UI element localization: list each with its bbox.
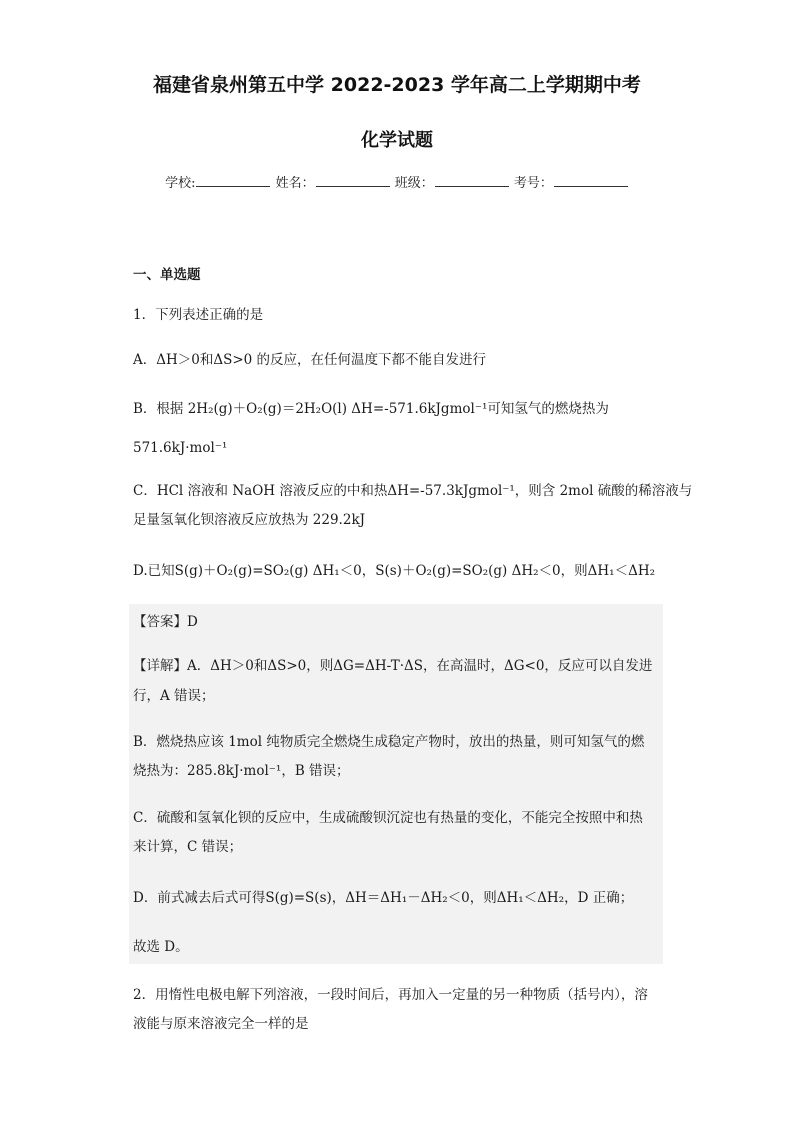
- detail-a-line1: 【详解】A．ΔH＞0和ΔS>0，则ΔG=ΔH-T·ΔS，在高温时，ΔG<0，反应可以自发进: [133, 658, 653, 674]
- detail-a-line2: 行，A 错误；: [133, 688, 215, 704]
- detail-c-line1: C．硫酸和氢氧化钡的反应中，生成硫酸钡沉淀也有热量的变化，不能完全按照中和热: [133, 810, 643, 826]
- q2-stem-line2: 液能与原来溶液完全一样的是: [133, 1016, 309, 1032]
- section-heading: 一、单选题: [133, 267, 201, 283]
- exam-number-blank: [554, 174, 628, 187]
- school-label: 学校:: [165, 176, 196, 191]
- q1-stem: 1．下列表述正确的是: [133, 307, 264, 323]
- exam-subtitle: 化学试题: [361, 130, 433, 151]
- answer-label: 【答案】D: [133, 614, 198, 630]
- detail-d: D．前式减去后式可得S(g)=S(s)，ΔH＝ΔH₁－ΔH₂＜0，则ΔH₁＜ΔH₂，D 正确；: [133, 890, 634, 906]
- school-blank: [196, 174, 270, 187]
- q1-option-a: A．ΔH＞0和ΔS>0 的反应，在任何温度下都不能自发进行: [133, 352, 487, 368]
- student-info-row: [0, 172, 794, 191]
- q1-option-c-line1: C．HCl 溶液和 NaOH 溶液反应的中和热ΔH=-57.3kJgmol⁻¹，则含 2mol 硫酸的稀溶液与: [133, 483, 693, 499]
- class-blank: [435, 174, 509, 187]
- detail-b-line2: 烧热为：285.8kJ·mol⁻¹，B 错误；: [133, 763, 350, 779]
- exam-number-label: 考号：: [513, 176, 553, 191]
- detail-c-line2: 来计算，C 错误；: [133, 839, 243, 855]
- class-label: 班级：: [394, 176, 434, 191]
- q1-option-b-line2: 571.6kJ·mol⁻¹: [133, 440, 228, 456]
- q1-option-c-line2: 足量氢氧化钡溶液反应放热为 229.2kJ: [133, 512, 366, 528]
- detail-b-line1: B．燃烧热应该 1mol 纯物质完全燃烧生成稳定产物时，放出的热量，则可知氢气的燃: [133, 734, 645, 750]
- q2-stem-line1: 2．用惰性电极电解下列溶液，一段时间后，再加入一定量的另一种物质（括号内），溶: [133, 987, 648, 1003]
- q1-option-b-line1: B．根据 2H₂(g)＋O₂(g)＝2H₂O(l) ΔH=-571.6kJgmol⁻¹可知氢气的燃烧热为: [133, 401, 609, 417]
- name-blank: [316, 174, 390, 187]
- q1-option-d: D.已知S(g)＋O₂(g)=SO₂(g) ΔH₁＜0，S(s)＋O₂(g)=SO₂(g) ΔH₂＜0，则ΔH₁＜ΔH₂: [133, 563, 656, 579]
- exam-title: 福建省泉州第五中学 2022-2023 学年高二上学期期中考: [153, 74, 641, 96]
- detail-conclusion: 故选 D。: [133, 939, 189, 955]
- name-label: 姓名：: [275, 176, 315, 191]
